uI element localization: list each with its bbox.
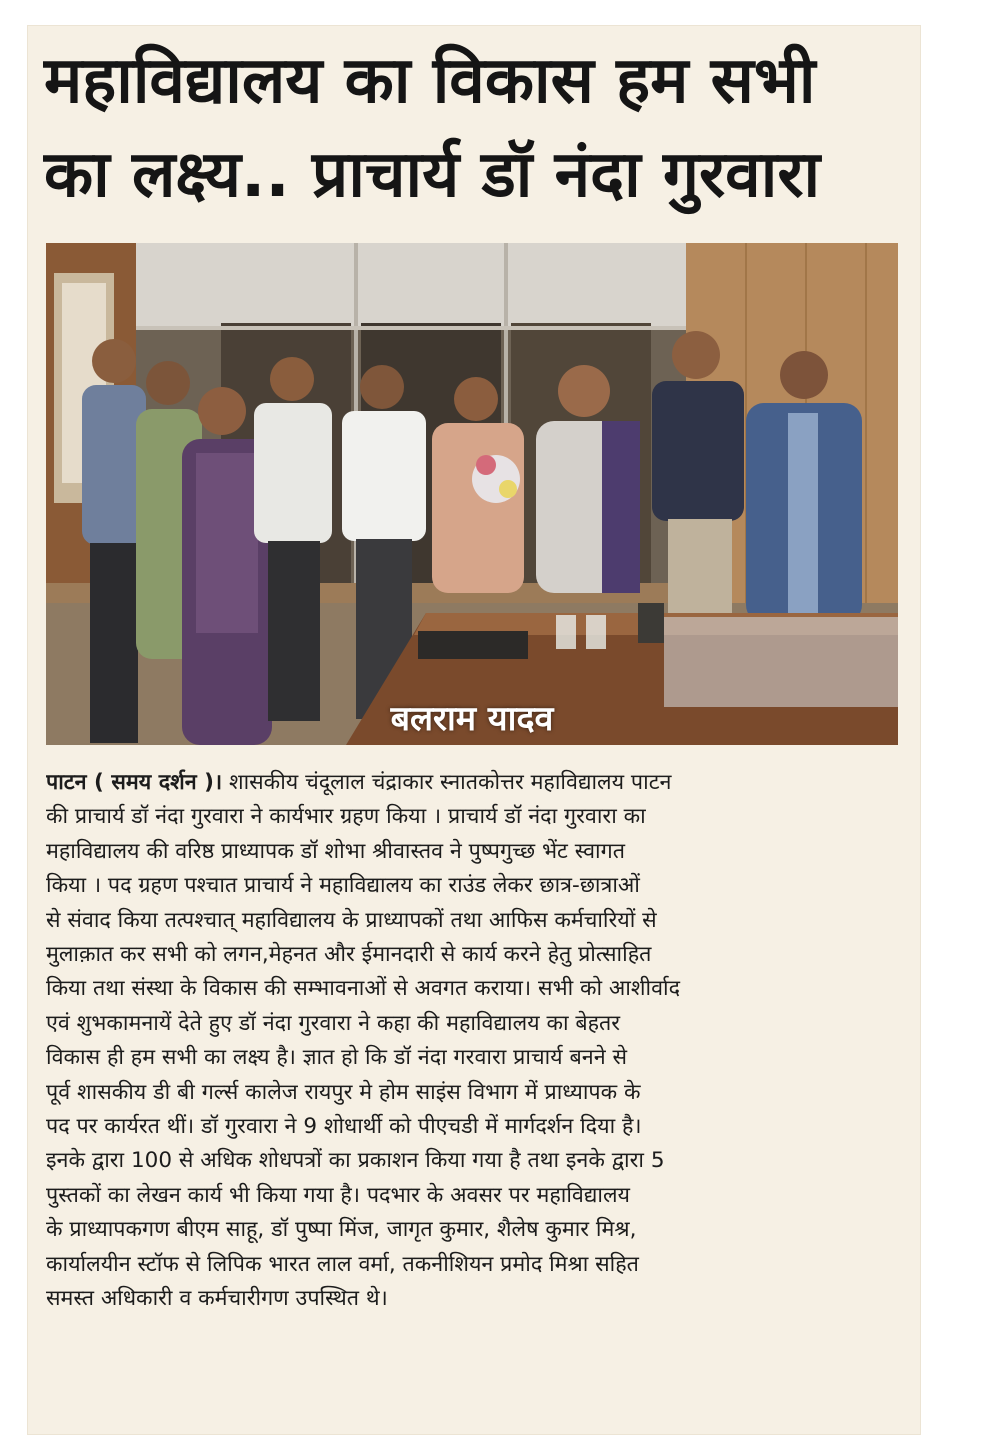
article-body (46, 766, 910, 1317)
photo-credit: बलराम यादव (390, 699, 554, 739)
news-photo (46, 243, 898, 745)
body-line-2: की प्राचार्य डॉ नंदा गुरवारा ने कार्यभार ग्रहण किया । प्राचार्य डॉ नंदा गुरवारा का (46, 804, 646, 830)
body-line-9: विकास ही हम सभी का लक्ष्य है। ज्ञात हो कि डॉ नंदा गरवारा प्राचार्य बनने से (46, 1045, 627, 1071)
body-line-4: किया । पद ग्रहण पश्चात प्राचार्य ने महाविद्यालय का राउंड लेकर छात्र-छात्राओं (46, 873, 640, 899)
body-line-1-text: शासकीय चंदूलाल चंद्राकार स्नातकोत्तर महाविद्यालय पाटन (222, 770, 672, 795)
body-line-12: इनके द्वारा 100 से अधिक शोधपत्रों का प्रकाशन किया गया है तथा इनके द्वारा 5 (46, 1148, 665, 1174)
body-line-8: एवं शुभकामनायें देते हुए डॉ नंदा गुरवारा ने कहा की महाविद्यालय का बेहतर (46, 1010, 621, 1036)
body-line-6: मुलाक़ात कर सभी को लगन,मेहनत और ईमानदारी से कार्य करने हेतु प्रोत्साहित (46, 942, 652, 968)
body-line-10: पूर्व शासकीय डी बी गर्ल्स कालेज रायपुर मे होम साइंस विभाग में प्राध्यापक के (46, 1079, 641, 1105)
body-line-7: किया तथा संस्था के विकास की सम्भावनाओं से अवगत कराया। सभी को आशीर्वाद (46, 976, 681, 1002)
body-line-16: समस्त अधिकारी व कर्मचारीगण उपस्थित थे। (46, 1286, 388, 1312)
headline-line-2: का लक्ष्य.. प्राचार्य डॉ नंदा गुरवारा (44, 138, 821, 212)
body-line-3: महाविद्यालय की वरिष्ठ प्राध्यापक डॉ शोभा श्रीवास्तव ने पुष्पगुच्छ भेंट स्वागत (46, 838, 625, 864)
body-line-14: के प्राध्यापकगण बीएम साहू, डॉ पुष्पा मिंज, जागृत कुमार, शैलेष कुमार मिश्र, (46, 1217, 637, 1243)
photo-illustration (46, 243, 898, 745)
body-line-5: से संवाद किया तत्पश्चात् महाविद्यालय के प्राध्यापकों तथा आफिस कर्मचारियों से (46, 907, 657, 933)
dateline: पाटन ( समय दर्शन )। (46, 770, 223, 795)
body-line-15: कार्यालयीन स्टॉफ से लिपिक भारत लाल वर्मा, तकनीशियन प्रमोद मिश्रा सहित (46, 1251, 639, 1277)
body-line-1 (46, 766, 910, 800)
headline-line-1: महाविद्यालय का विकास हम सभी (44, 44, 816, 118)
body-line-13: पुस्तकों का लेखन कार्य भी किया गया है। पदभार के अवसर पर महाविद्यालय (46, 1182, 631, 1208)
body-line-11: पद पर कार्यरत थीं। डॉ गुरवारा ने 9 शोधार्थी को पीएचडी में मार्गदर्शन दिया है। (46, 1114, 642, 1140)
headline (44, 34, 908, 222)
